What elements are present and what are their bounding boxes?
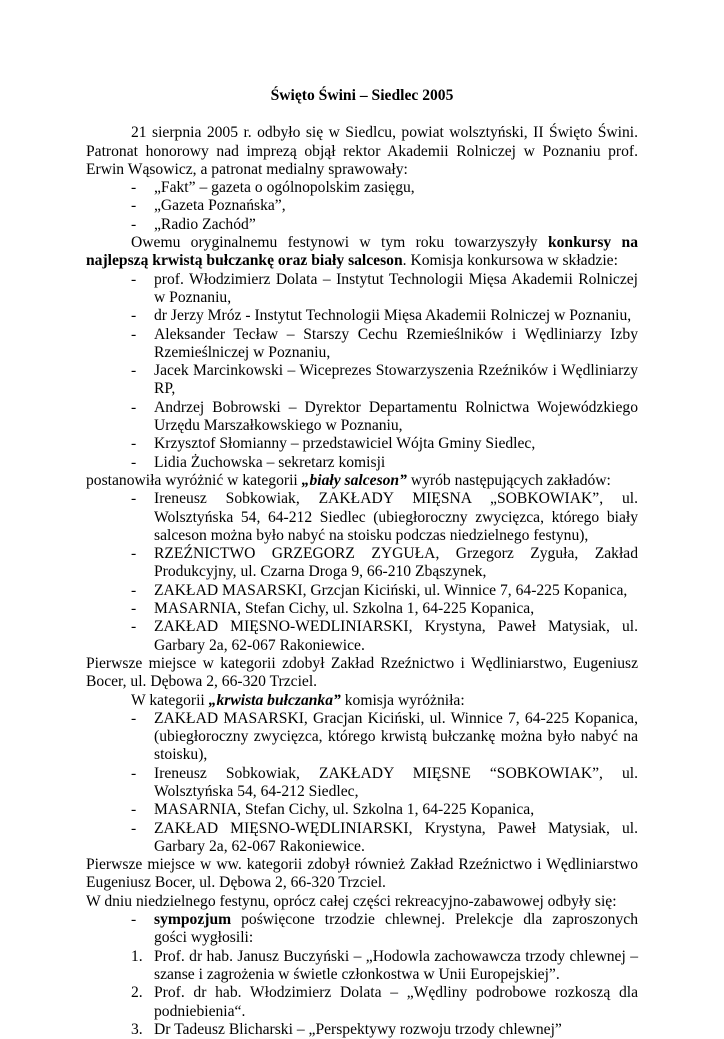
bulczanka-winner-paragraph: Pierwsze miejsce w ww. kategorii zdobył również Zakład Rzeźnictwo i Wędliniarstwo Eugeniusz Bocer, ul. Dębowa 2, 66-320 Trzciel. <box>86 856 638 892</box>
list-item <box>86 984 638 1021</box>
list-item-text: RZEŹNICTWO GRZEGORZ ZYGUŁA, Grzegorz Zyguła, Zakład Produkcyjny, ul. Czarna Droga 9, 66-210 Zbąszynek, <box>154 545 638 581</box>
dash-marker: - <box>131 270 137 288</box>
contest-intro-text-end: . Komisja konkursowa w składzie: <box>402 252 618 270</box>
page-title: Święto Świni – Siedlec 2005 <box>270 87 454 104</box>
document-body <box>86 87 638 1039</box>
contest-intro-bold: konkursy na najlepszą krwistą bułczankę oraz biały salceson <box>86 234 638 270</box>
bulczanka-intro-paragraph <box>86 692 638 710</box>
dash-marker: - <box>131 545 137 563</box>
list-item <box>86 454 638 472</box>
program-intro-paragraph: W dniu niedzielnego festynu, oprócz całej części rekreacyjno-zabawowej odbyły się: <box>86 892 617 910</box>
program-list <box>86 911 638 948</box>
list-item <box>86 911 638 948</box>
list-item <box>86 545 638 582</box>
list-item-text: MASARNIA, Stefan Cichy, ul. Szkolna 1, 64-225 Kopanica, <box>154 801 535 819</box>
list-item <box>86 326 638 363</box>
salceson-winner-paragraph: Pierwsze miejsce w kategorii zdobył Zakład Rzeźnictwo i Wędliniarstwo, Eugeniusz Bocer, ul. Dębowa 2, 66-320 Trzciel. <box>86 654 638 691</box>
list-item <box>86 197 638 215</box>
media-patrons-list <box>86 179 638 234</box>
bulczanka-intro-text: W kategorii <box>131 691 209 709</box>
dash-marker: - <box>131 215 137 233</box>
list-item <box>86 801 638 819</box>
dash-marker: - <box>131 819 137 837</box>
list-item <box>86 271 638 308</box>
sympozjum-text: poświęcone trzodzie chlewnej. Prelekcje dla zaproszonych gości wygłosili: <box>154 911 638 947</box>
list-item-text: Lidia Żuchowska – sekretarz komisji <box>154 453 386 471</box>
list-item <box>86 435 638 453</box>
list-item <box>86 216 638 234</box>
number-marker: 3. <box>131 1020 143 1038</box>
bulczanka-intro-text-end: komisja wyróżniła: <box>340 691 465 709</box>
list-item-text: dr Jerzy Mróz - Instytut Technologii Mięsa Akademii Rolniczej w Poznaniu, <box>154 307 632 325</box>
dash-marker: - <box>131 801 137 819</box>
list-item-text: Ireneusz Sobkowiak, ZAKŁADY MIĘSNA „SOBKOWIAK”, ul. Wolsztyńska 54, 64-212 Siedlec (ubiegłoroczny zwycięzca, którego biały salceson można było nabyć na stoisku podczas niedzielnego festynu), <box>154 490 638 544</box>
dash-marker: - <box>131 600 137 618</box>
list-item-text: prof. Włodzimierz Dolata – Instytut Technologii Mięsa Akademii Rolniczej w Poznaniu, <box>154 270 638 306</box>
list-item <box>86 307 638 325</box>
dash-marker: - <box>131 764 137 782</box>
dash-marker: - <box>131 307 137 325</box>
number-marker: 2. <box>131 984 143 1002</box>
list-item-text: Ireneusz Sobkowiak, ZAKŁADY MIĘSNE “SOBKOWIAK”, ul. Wolsztyńska 54, 64-212 Siedlec, <box>154 764 638 800</box>
salceson-intro-text-end: wyrób następujących zakładów: <box>406 471 611 489</box>
list-item-text: „Fakt” – gazeta o ogólnopolskim zasięgu, <box>154 179 415 197</box>
salceson-awards-list <box>86 490 638 655</box>
list-item-text: MASARNIA, Stefan Cichy, ul. Szkolna 1, 64-225 Kopanica, <box>154 600 535 618</box>
dash-marker: - <box>131 179 137 197</box>
jury-list <box>86 271 638 472</box>
intro-paragraph: 21 sierpnia 2005 r. odbyło się w Siedlcu, powiat wolsztyński, II Święto Świni. Patronat honorowy nad imprezą objął rektor Akademii Rolniczej w Poznaniu prof. Erwin Wąsowicz, a patronat medialny sprawowały: <box>86 124 638 178</box>
list-item-text: ZAKŁAD MASARSKI, Gracjan Kiciński, ul. Winnice 7, 64-225 Kopanica, (ubiegłoroczny zwycięzca, którego krwistą bułczankę można było nabyć na stoisku), <box>154 709 638 764</box>
salceson-intro-paragraph <box>86 472 638 490</box>
dash-marker: - <box>131 490 137 508</box>
dash-marker: - <box>131 362 137 380</box>
list-item-text: ZAKŁAD MIĘSNO-WĘDLINIARSKI, Krystyna, Paweł Matysiak, ul. Garbary 2a, 62-067 Rakoniewice. <box>154 819 638 855</box>
dash-marker: - <box>131 325 137 343</box>
dash-marker: - <box>131 618 137 636</box>
dash-marker: - <box>131 197 137 215</box>
list-item <box>86 490 638 545</box>
list-item <box>86 765 638 802</box>
bulczanka-category-label: „krwista bułczanka” <box>208 691 341 709</box>
bulczanka-awards-list <box>86 710 638 856</box>
number-marker: 1. <box>131 947 143 965</box>
list-item-text: Jacek Marcinkowski – Wiceprezes Stowarzyszenia Rzeźników i Wędliniarzy RP, <box>154 362 638 398</box>
dash-marker: - <box>131 398 137 416</box>
salceson-category-label: „biały salceson” <box>301 471 407 489</box>
dash-marker: - <box>131 581 137 599</box>
list-item-text: Prof. dr hab. Włodzimierz Dolata – „Wędliny podrobowe rozkoszą dla podniebienia“. <box>154 984 638 1020</box>
dash-marker: - <box>131 709 137 727</box>
list-item-text: Dr Tadeusz Blicharski – „Perspektywy rozwoju trzody chlewnej” <box>154 1020 562 1038</box>
list-item <box>86 820 638 857</box>
lectures-list <box>86 948 638 1039</box>
sympozjum-label: sympozjum <box>154 911 232 929</box>
contest-intro-paragraph <box>86 234 638 271</box>
list-item-text: „Gazeta Poznańska”, <box>154 197 286 215</box>
list-item <box>86 362 638 399</box>
list-item <box>86 600 638 618</box>
list-item-text: ZAKŁAD MASARSKI, Grzcjan Kiciński, ul. Winnice 7, 64-225 Kopanica, <box>154 581 628 599</box>
list-item <box>86 710 638 765</box>
list-item-text: „Radio Zachód” <box>154 215 256 233</box>
dash-marker: - <box>131 911 137 929</box>
dash-marker: - <box>131 453 137 471</box>
dash-marker: - <box>131 435 137 453</box>
contest-intro-text: Owemu oryginalnemu festynowi w tym roku towarzyszyły <box>131 234 548 252</box>
list-item <box>86 618 638 655</box>
salceson-intro-text: postanowiła wyróżnić w kategorii <box>86 471 302 489</box>
list-item-text: Aleksander Tecław – Starszy Cechu Rzemieślników i Wędliniarzy Izby Rzemieślniczej w Poznaniu, <box>154 325 638 361</box>
list-item <box>86 179 638 197</box>
list-item <box>86 948 638 985</box>
list-item-text: Prof. dr hab. Janusz Buczyński – „Hodowla zachowawcza trzody chlewnej – szanse i zagrożenia w świetle członkostwa w Unii Europejskiej”. <box>154 947 638 983</box>
list-item-text: Andrzej Bobrowski – Dyrektor Departamentu Rolnictwa Wojewódzkiego Urzędu Marszałkowskiego w Poznaniu, <box>154 398 638 435</box>
list-item-text: Krzysztof Słomianny – przedstawiciel Wójta Gminy Siedlec, <box>154 435 536 453</box>
list-item <box>86 399 638 436</box>
list-item <box>86 582 638 600</box>
list-item-text: ZAKŁAD MIĘSNO-WEDLINIARSKI, Krystyna, Paweł Matysiak, ul. Garbary 2a, 62-067 Rakoniewice. <box>154 618 638 654</box>
